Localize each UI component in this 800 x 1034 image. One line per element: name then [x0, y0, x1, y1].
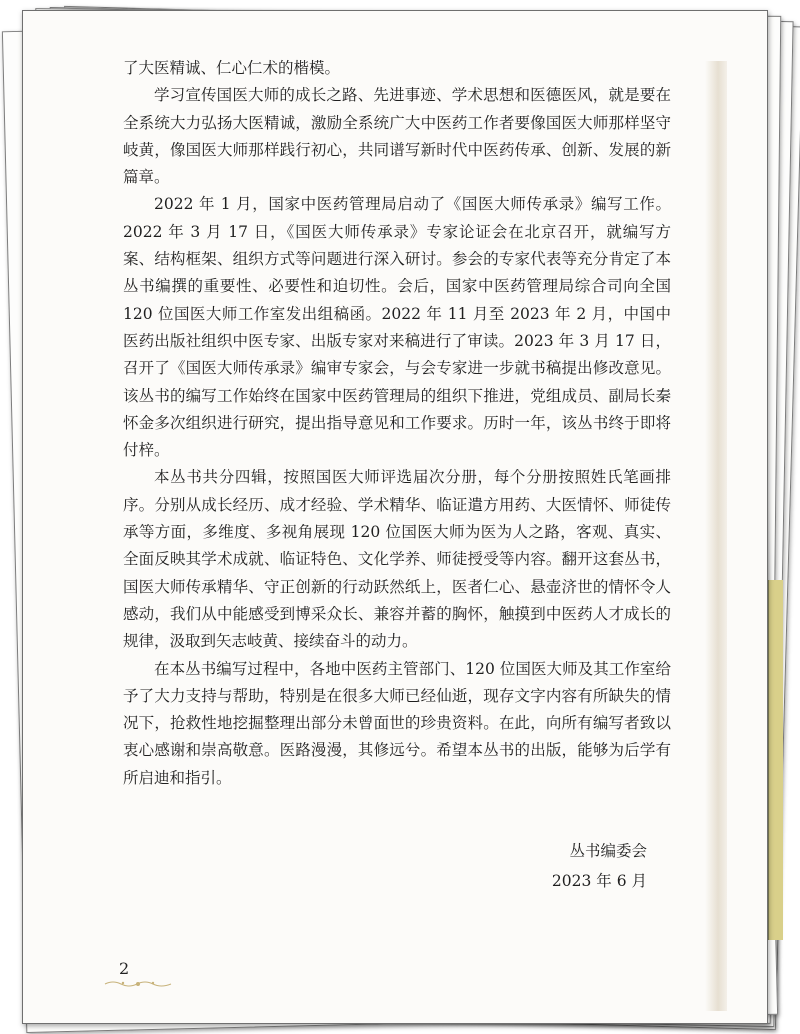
- signature-date: 2023 年 6 月: [551, 872, 647, 890]
- paragraph: 了大医精诚、仁心仁术的楷模。: [123, 59, 341, 77]
- floral-ornament-icon: [103, 979, 173, 989]
- body-text: [123, 55, 671, 792]
- paragraph: 在本丛书编写过程中，各地中医药主管部门、120 位国医大师及其工作室给予了大力支持与帮助，特别是在很多大师已经仙逝，现存文字内容有所缺失的情况下，抢救性地挖掘整理出部分未曾面世的珍贵资料。在此，向所有编写者致以衷心感谢和崇高敬意。医路漫漫，其修远兮。希望本丛书的出版，能够为后学有所启迪和指引。: [123, 659, 671, 787]
- paragraph: 学习宣传国医大师的成长之路、先进事迹、学术思想和医德医风，就是要在全系统大力弘扬大医精诚，激励全系统广大中医药工作者要像国医大师那样坚守岐黄，像国医大师那样践行初心，共同谱写新时代中医药传承、创新、发展的新篇章。: [123, 86, 671, 187]
- sheet-edge-accent: [768, 580, 783, 940]
- page-binding-shadow: [705, 61, 727, 1011]
- page-number: 2: [119, 959, 130, 978]
- document-page: [22, 10, 768, 1024]
- signature-org: 丛书编委会: [569, 842, 647, 860]
- paragraph: 本丛书共分四辑，按照国医大师评选届次分册，每个分册按照姓氏笔画排序。分别从成长经历、成才经验、学术精华、临证遣方用药、大医情怀、师徒传承等方面，多维度、多视角展现 120 位国医大师为医为人之路，客观、真实、全面反映其学术成就、临证特色、文化学养、师徒授受等内容。翻开这套丛书，国医大师传承精华、守正创新的行动跃然纸上，医者仁心、悬壶济世的情怀令人感动，我们从中能感受到博采众长、兼容并蓄的胸怀，触摸到中医药人才成长的规律，汲取到矢志岐黄、接续奋斗的动力。: [123, 468, 671, 651]
- paragraph: 2022 年 1 月，国家中医药管理局启动了《国医大师传承录》编写工作。2022 年 3 月 17 日，《国医大师传承录》专家论证会在北京召开，就编写方案、结构框架、组织方式等问题进行深入研讨。参会的专家代表等充分肯定了本丛书编撰的重要性、必要性和迫切性。会后，国家中医药管理局综合司向全国 120 位国医大师工作室发出组稿函。2022 年 11 月至 2023 年 2 月，中国中医药出版社组织中医专家、出版专家对来稿进行了审读。2023 年 3 月 17 日，召开了《国医大师传承录》编审专家会，与会专家进一步就书稿提出修改意见。该丛书的编写工作始终在国家中医药管理局的组织下推进，党组成员、副局长秦怀金多次组织进行研究，提出指导意见和工作要求。历时一年，该丛书终于即将付梓。: [123, 195, 671, 460]
